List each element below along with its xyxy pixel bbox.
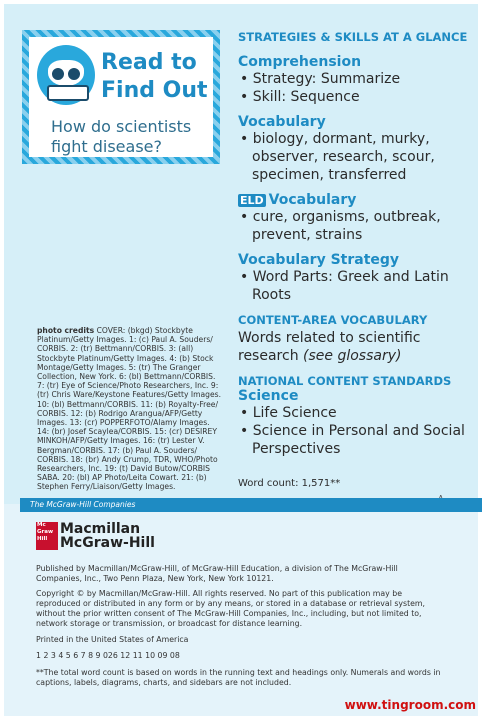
standards-section: NATIONAL CONTENT STANDARDS Science • Life Science • Science in Personal and Social Perspectives <box>238 374 474 458</box>
card-question: How do scientists fight disease? <box>51 117 192 156</box>
word-count: Word count: 1,571** <box>238 478 341 489</box>
glance-heading: STRATEGIES & SKILLS AT A GLANCE <box>238 30 468 44</box>
book-icon <box>47 85 89 101</box>
list-item: • Skill: Sequence <box>238 88 474 106</box>
read-to-find-out-card <box>22 30 220 164</box>
published-by: Published by Macmillan/McGraw-Hill, of McGraw-Hill Education, a division of The McGraw-Hill Companies, Inc., Two Penn Plaza, New York, New York 10121. <box>36 564 398 583</box>
mcgraw-hill-band: The McGraw-Hill Companies <box>20 498 482 512</box>
list-item: • biology, dormant, murky, observer, research, scour, specimen, transferred <box>238 130 474 184</box>
list-item: • Life Science <box>238 404 474 422</box>
skills-at-a-glance <box>238 30 474 458</box>
mcgraw-hill-logo-icon: Mc Graw Hill <box>36 522 58 550</box>
owl-reading-icon <box>37 45 95 105</box>
card-title: Read to Find Out <box>101 50 208 103</box>
comprehension-section: Comprehension • Strategy: Summarize • Skill: Sequence <box>238 54 474 106</box>
photo-credits: photo credits COVER: (bkgd) Stockbyte Platinum/Getty Images. 1: (c) Paul A. Souders/ CORBIS. 2: (tr) Bettmann/CORBIS. 3: (all) Stockbyte Platinum/Getty Images. 4: (b) Stock Montage/Getty Images. 5: (tr) The Granger Collection, New York. 6: (bl) Bettmann/CORBIS. 7: (tr) Eye of Science/Photo Researchers, Inc. 9: (tr) Chris Ware/Keystone Features/Getty Images. 10: (bl) Bettmann/CORBIS. 11: (b) Royalty-Free/ CORBIS. 12: (b) Rodrigo Arangua/AFP/Getty Images. 13: (cr) POPPERFOTO/Alamy Images. 14: (br) Josef Scaylea/CORBIS. 15: (cr) DESIREY MINKOH/AFP/Getty Images. 16: (tr) Lester V. Bergman/CORBIS. 17: (b) Paul A. Souders/ CORBIS. 18: (br) Andy Crump, TDR, WHO/Photo Researchers, Inc. 19: (t) David Butow/CORBIS SABA. 20: (bl) AP Photo/Leita Cowart. 21: (b) Stephen Ferry/Liaison/Getty Images. <box>37 326 222 492</box>
watermark: www.tingroom.com <box>344 698 476 712</box>
list-item: • Science in Personal and Social Perspectives <box>238 422 474 458</box>
print-line: 1 2 3 4 5 6 7 8 9 026 12 11 10 09 08 <box>36 651 180 660</box>
eld-vocabulary-section: ELD Vocabulary • cure, organisms, outbreak, prevent, strains <box>238 192 474 244</box>
vocabulary-section: Vocabulary • biology, dormant, murky, observer, research, scour, specimen, transferred <box>238 114 474 184</box>
list-item: • Strategy: Summarize <box>238 70 474 88</box>
list-item: • cure, organisms, outbreak, prevent, strains <box>238 208 474 244</box>
copyright: Copyright © by Macmillan/McGraw-Hill. All rights reserved. No part of this publication may be reproduced or distributed in any form or by any means, or stored in a database or retrieval system, without the prior written consent of The McGraw-Hill Companies, Inc., including, but not limited to, network storage or transmission, or broadcast for distance learning. <box>36 589 425 628</box>
vocabulary-strategy-section: Vocabulary Strategy • Word Parts: Greek and Latin Roots <box>238 252 474 304</box>
content-area-section: CONTENT-AREA VOCABULARY Words related to scientific research (see glossary) <box>238 313 428 364</box>
word-count-footnote: **The total word count is based on words in the running text and headings only. Numerals and words in captions, labels, diagrams, charts, and sidebars are not included. <box>36 668 441 687</box>
printed-in: Printed in the United States of America <box>36 635 189 644</box>
list-item: • Word Parts: Greek and Latin Roots <box>238 268 474 304</box>
eld-badge: ELD <box>240 194 264 207</box>
